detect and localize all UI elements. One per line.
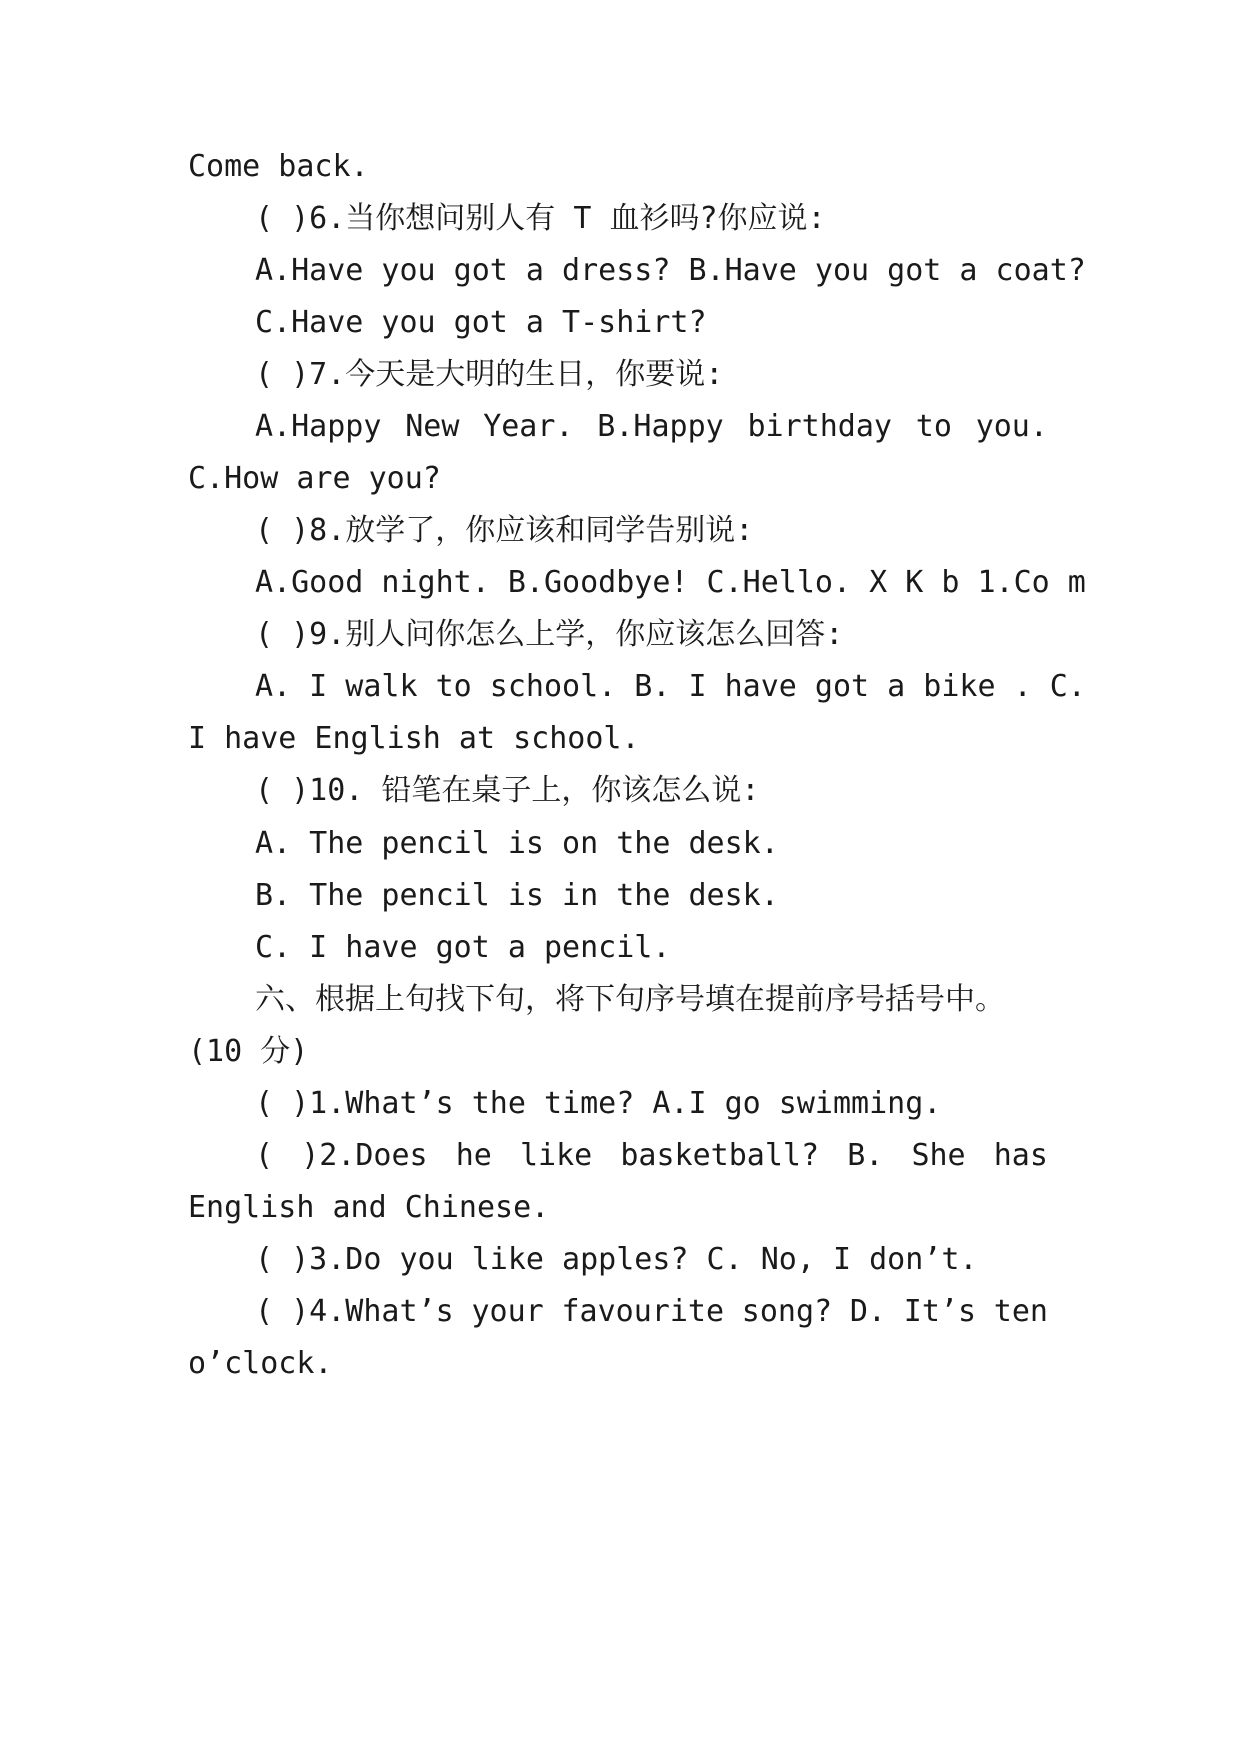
match-2: [255, 1138, 1048, 1174]
question-7-option-c: C.How are you?: [188, 461, 441, 496]
word: A.Happy: [255, 409, 382, 444]
word: basketball?: [620, 1138, 820, 1173]
section-6-points: (10 分): [188, 1034, 309, 1069]
word: song?: [741, 1294, 833, 1329]
question-10-option-b: B. The pencil is in the desk.: [255, 878, 779, 913]
word: (: [255, 1138, 274, 1173]
word: ( )4.What’s: [255, 1294, 454, 1329]
question-10-option-c: C. I have got a pencil.: [255, 930, 671, 965]
word: )2.Does: [301, 1138, 428, 1173]
word: ten: [993, 1294, 1048, 1329]
question-6-option-c: C.Have you got a T-shirt?: [255, 305, 707, 340]
match-1: ( )1.What’s the time? A.I go swimming.: [255, 1086, 942, 1121]
question-10: ( )10. 铅笔在桌子上，你该怎么说:: [255, 773, 760, 808]
word: favourite: [561, 1294, 725, 1329]
word: D.: [849, 1294, 886, 1329]
word: New: [405, 409, 460, 444]
section-6-heading: 六、根据上句找下句，将下句序号填在提前序号括号中。: [255, 982, 1005, 1017]
question-6-options: A.Have you got a dress? B.Have you got a coat?: [255, 253, 1086, 288]
question-7: ( )7.今天是大明的生日，你要说:: [255, 357, 724, 392]
word: She: [911, 1138, 966, 1173]
word: you.: [975, 409, 1048, 444]
text-line: Come back.: [188, 149, 369, 184]
word: B.: [847, 1138, 884, 1173]
word: It’s: [903, 1294, 977, 1329]
word: birthday: [747, 409, 892, 444]
word: to: [915, 409, 952, 444]
question-8: ( )8.放学了，你应该和同学告别说:: [255, 513, 754, 548]
word: B.Happy: [597, 409, 724, 444]
word: has: [993, 1138, 1048, 1173]
word: your: [471, 1294, 544, 1329]
match-4: [255, 1294, 1048, 1330]
match-3: ( )3.Do you like apples? C. No, I don’t.: [255, 1242, 978, 1277]
question-8-options: A.Good night. B.Goodbye! C.Hello. X K b 1.Co m: [255, 565, 1086, 600]
question-9-option-c: I have English at school.: [188, 721, 640, 756]
word: like: [520, 1138, 593, 1173]
question-6: ( )6.当你想问别人有 T 血衫吗?你应说:: [255, 201, 826, 236]
question-9-options: A. I walk to school. B. I have got a bike . C.: [255, 669, 1086, 704]
word: he: [455, 1138, 492, 1173]
question-10-option-a: A. The pencil is on the desk.: [255, 826, 779, 861]
match-2-continued: English and Chinese.: [188, 1190, 550, 1225]
question-9: ( )9.别人问你怎么上学，你应该怎么回答:: [255, 617, 844, 652]
word: Year.: [483, 409, 574, 444]
question-7-options: [255, 409, 1048, 445]
match-4-continued: o’clock.: [188, 1346, 333, 1381]
